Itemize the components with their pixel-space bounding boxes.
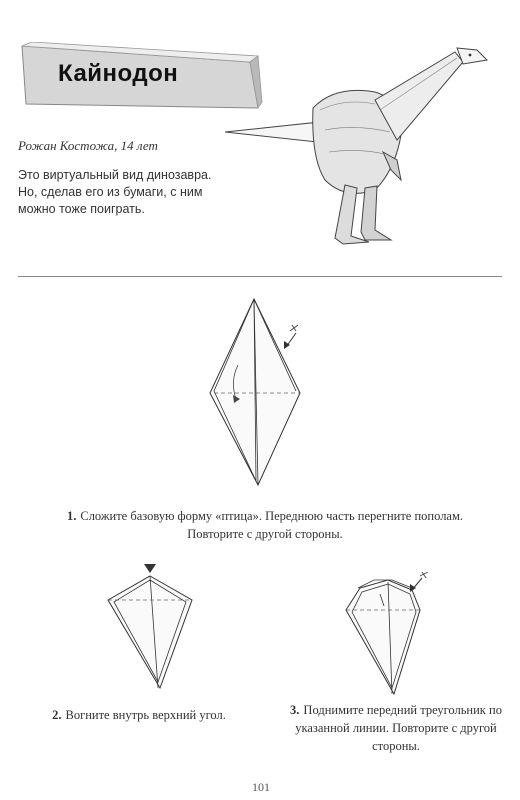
section-divider (18, 276, 502, 277)
fold-arrow-icon (144, 564, 156, 573)
step-1-figure (200, 295, 315, 490)
step-2-text: Вогните внутрь верхний угол. (65, 708, 226, 722)
intro-text: Это виртуальный вид динозавра. Но, сделав его из бумаги, с ним можно тоже поиграть. (18, 168, 212, 216)
page-title: Кайнодон (58, 60, 179, 87)
step-1-number: 1. (66, 509, 77, 523)
dinosaur-model-icon (225, 40, 495, 260)
step-1-text: Сложите базовую форму «птица». Переднюю часть перегните пополам. Повторите с другой стороны. (80, 509, 464, 541)
fold-arrow-icon (284, 333, 296, 349)
scissors-mark-icon (290, 325, 298, 331)
step-3-figure (340, 572, 440, 697)
step-2-caption (24, 706, 254, 724)
step-2-figure (100, 562, 200, 692)
step-2-number: 2. (52, 708, 62, 722)
step-3-caption (285, 701, 507, 755)
scissors-mark-icon (420, 572, 428, 578)
fold-arrow-icon (410, 578, 422, 592)
step-1-caption (40, 507, 490, 543)
step-3-number: 3. (290, 703, 300, 717)
page-number: 101 (252, 780, 270, 794)
author-credit: Рожан Костожа, 14 лет (18, 138, 158, 153)
step-3-text: Поднимите передний треугольник по указанной линии. Повторите с другой стороны. (295, 703, 502, 753)
